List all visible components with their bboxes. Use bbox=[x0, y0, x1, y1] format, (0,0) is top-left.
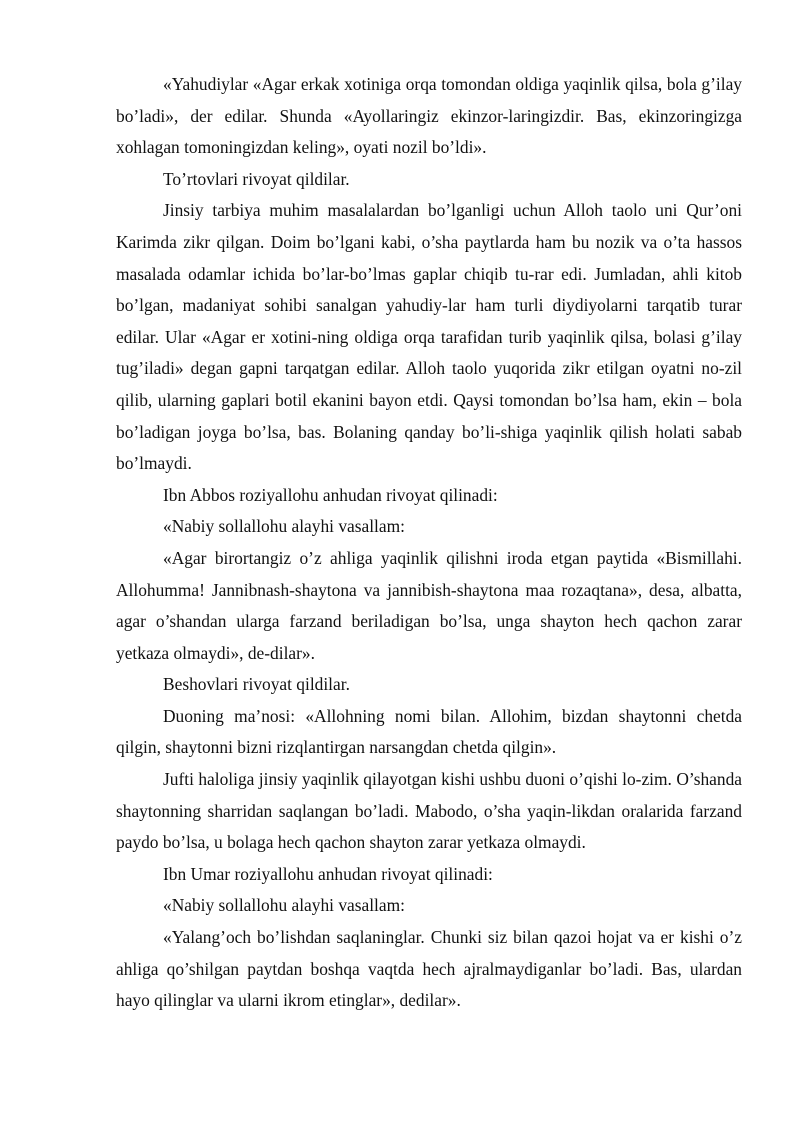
paragraph-3: Jinsiy tarbiya muhim masalalardan bo’lganligi uchun Alloh taolo uni Qur’oni Karimda zikr qilgan. Doim bo’lgani kabi, o’sha paytlarda ham bu nozik va o’ta hassos masalada odamlar ichida bo’lar-bo’lmas gaplar chiqib tu-rar edi. Jumladan, ahli kitob bo’lgan, madaniyat sohibi sanalgan yahudiy-lar ham turli diydiyolarni tarqatib turar edilar. Ular «Agar er xotini-ning oldiga orqa tarafidan turib yaqinlik qilsa, bolasi g’ilay tug’iladi» degan gapni tarqatgan edilar. Alloh taolo yuqorida zikr etilgan oyatni no-zil qilib, ularning gaplari botil ekanini bayon etdi. Qaysi tomondan bo’lsa ham, ekin – bola bo’ladigan joyga bo’lsa, bas. Bolaning qanday bo’li-shiga yaqinlik qilish holati sabab bo’lmaydi. bbox=[116, 200, 742, 474]
paragraph-7: Beshovlari rivoyat qildilar. bbox=[163, 674, 350, 695]
document-page bbox=[116, 69, 742, 1017]
paragraph-11: «Nabiy sollallohu alayhi vasallam: bbox=[163, 895, 405, 916]
paragraph-10: Ibn Umar roziyallohu anhudan rivoyat qilinadi: bbox=[163, 863, 493, 884]
paragraph-4: Ibn Abbos roziyallohu anhudan rivoyat qilinadi: bbox=[163, 484, 498, 505]
paragraph-5: «Nabiy sollallohu alayhi vasallam: bbox=[163, 516, 405, 537]
paragraph-12: «Yalang’och bo’lishdan saqlaninglar. Chunki siz bilan qazoi hojat va er kishi o’z ahliga qo’shilgan paytdan boshqa vaqtda hech ajralmaydiganlar bo’ladi. Bas, ulardan hayo qilinglar va ularni ikrom etinglar», dedilar». bbox=[116, 927, 742, 1011]
paragraph-2: To’rtovlari rivoyat qildilar. bbox=[163, 168, 350, 189]
paragraph-6: «Agar birortangiz o’z ahliga yaqinlik qilishni iroda etgan paytida «Bismillahi. Allohumma! Jannibnash-shaytona va jannibish-shaytona maa rozaqtana», desa, albatta, agar o’shandan ularga farzand beriladigan bo’lsa, unga shayton hech qachon zarar yetkaza olmaydi», de-dilar». bbox=[116, 547, 742, 663]
paragraph-1: «Yahudiylar «Agar erkak xotiniga orqa tomondan oldiga yaqinlik qilsa, bola g’ilay bo’ladi», der edilar. Shunda «Ayollaringiz ekinzor-laringizdir. Bas, ekinzoringizga xohlagan tomoningizdan keling», oyati nozil bo’ldi». bbox=[116, 74, 742, 158]
paragraph-9: Jufti haloliga jinsiy yaqinlik qilayotgan kishi ushbu duoni o’qishi lo-zim. O’shanda shaytonning sharridan saqlangan bo’ladi. Mabodo, o’sha yaqin-likdan oralarida farzand paydo bo’lsa, u bolaga hech qachon shayton zarar yetkaza olmaydi. bbox=[116, 769, 742, 853]
paragraph-8: Duoning ma’nosi: «Allohning nomi bilan. Allohim, bizdan shaytonni chetda qilgin, shaytonni bizni rizqlantirgan narsangdan chetda qilgin». bbox=[116, 705, 742, 758]
